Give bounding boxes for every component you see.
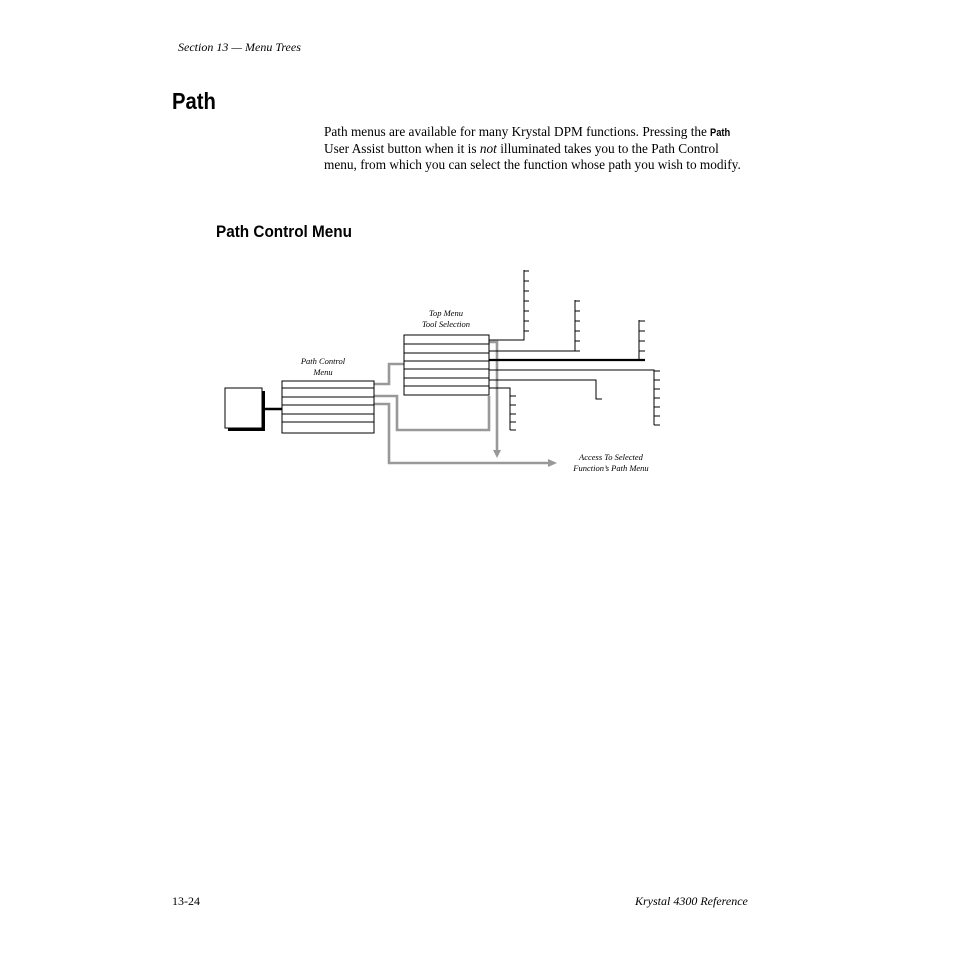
path-button-box — [225, 388, 282, 431]
branch-3-ticks — [639, 320, 645, 360]
arrowhead-down — [493, 450, 501, 458]
path-link-top — [374, 364, 404, 384]
section-subheading: Path Control Menu — [216, 222, 352, 241]
intro-text-2: User Assist button when it is — [324, 141, 480, 156]
top-menu-label-1: Top Menu — [429, 308, 463, 318]
branch-1 — [489, 270, 524, 340]
top-menu-label-2: Tool Selection — [421, 319, 471, 329]
path-access-line — [374, 404, 548, 463]
branch-6-ticks — [510, 396, 516, 430]
branch-5 — [489, 380, 602, 399]
branch-4 — [489, 370, 654, 425]
access-label-1: Access To Selected — [579, 452, 643, 462]
intro-text-1: Path menus are available for many Krystal DPM functions. Pressing the — [324, 124, 711, 139]
running-header: Section 13 — Menu Trees — [178, 40, 301, 54]
intro-emphasis: not — [479, 141, 497, 156]
path-control-menu-box — [282, 381, 374, 433]
branch-4-ticks — [654, 371, 660, 425]
tree-branches — [489, 270, 660, 430]
path-control-label-2: Menu — [313, 367, 333, 377]
access-label-2: Function’s Path Menu — [573, 463, 649, 473]
branch-1-ticks — [524, 271, 529, 331]
arrowhead-right — [548, 459, 557, 467]
branch-2-ticks — [575, 301, 580, 351]
branch-2 — [489, 300, 575, 351]
book-title: Krystal 4300 Reference — [635, 894, 748, 908]
intro-text-3: illuminated takes you to the Path Control menu, from which you can select the function whose path you wish to modify. — [324, 141, 741, 172]
path-button-name: Path — [710, 127, 731, 139]
path-link-lower — [374, 396, 489, 430]
branch-6 — [489, 388, 510, 430]
page-title: Path — [172, 88, 216, 114]
top-menu-box — [404, 335, 489, 395]
page-number: 13-24 — [172, 894, 200, 908]
path-control-label-1: Path Control — [300, 356, 346, 366]
